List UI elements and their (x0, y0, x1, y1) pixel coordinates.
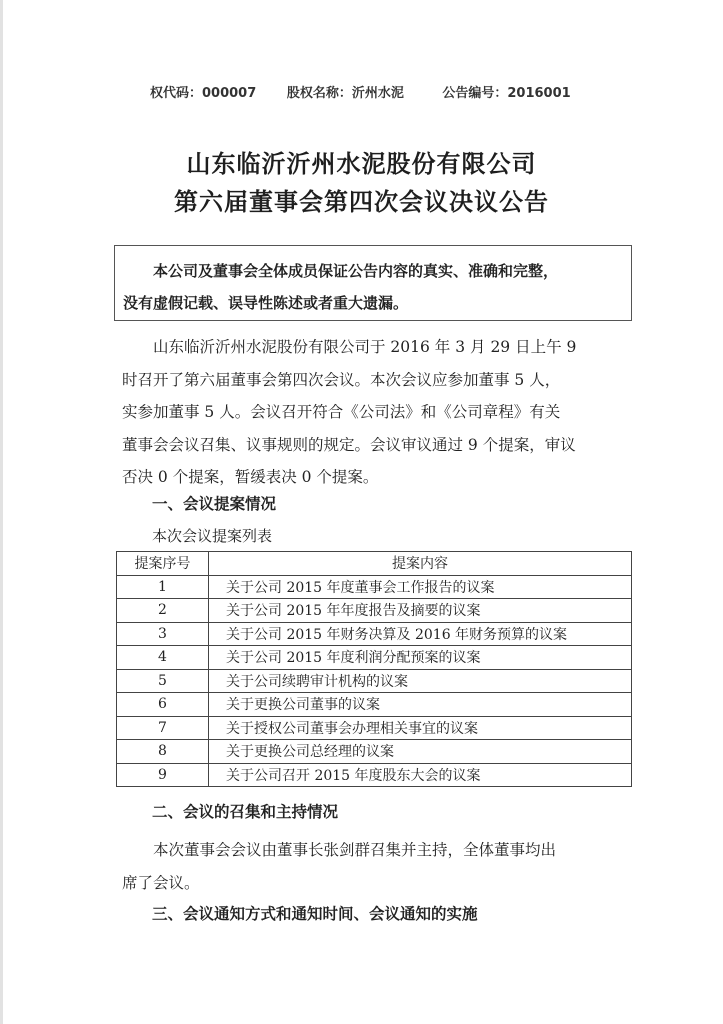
proposal-content: 关于公司 2015 年年度报告及摘要的议案 (209, 599, 632, 623)
proposal-content: 关于公司召开 2015 年度股东大会的议案 (209, 763, 632, 787)
proposal-content: 关于公司 2015 年度利润分配预案的议案 (209, 646, 632, 670)
proposal-number: 6 (117, 693, 209, 717)
proposal-number: 8 (117, 740, 209, 764)
proposal-content: 关于公司续聘审计机构的议案 (209, 669, 632, 693)
equity-name: 股权名称：沂州水泥 (286, 86, 404, 101)
proposal-number: 7 (117, 716, 209, 740)
disclaimer-box (114, 245, 632, 321)
intro-line: 董事会会议召集、议事规则的规定。会议审议通过 9 个提案，审议 (122, 435, 576, 454)
proposal-number: 9 (117, 763, 209, 787)
table-row (117, 646, 632, 670)
column-header-number: 提案序号 (117, 552, 209, 576)
table-row (117, 763, 632, 787)
table-row (117, 575, 632, 599)
proposal-content: 关于公司 2015 年度董事会工作报告的议案 (209, 575, 632, 599)
table-row (117, 622, 632, 646)
disclaimer-line-1: 本公司及董事会全体成员保证公告内容的真实、准确和完整， (153, 262, 559, 280)
document-title-company: 山东临沂沂州水泥股份有限公司 (186, 149, 537, 178)
proposal-number: 1 (117, 575, 209, 599)
convening-line: 席了会议。 (122, 873, 200, 892)
intro-line: 山东临沂沂州水泥股份有限公司于 2016 年 3 月 29 日上午 9 (122, 338, 577, 356)
table-caption: 本次会议提案列表 (152, 527, 273, 545)
intro-line: 否决 0 个提案，暂缓表决 0 个提案。 (122, 468, 379, 486)
table-row (117, 740, 632, 764)
announcement-number: 公告编号：2016001 (442, 86, 571, 101)
section-heading-convening: 二、会议的召集和主持情况 (152, 803, 339, 821)
intro-paragraph (122, 331, 632, 494)
proposal-content: 关于更换公司总经理的议案 (209, 740, 632, 764)
section-heading-proposals: 一、会议提案情况 (152, 495, 277, 513)
proposal-number: 3 (117, 622, 209, 646)
intro-line: 时召开了第六届董事会第四次会议。本次会议应参加董事 5 人， (122, 370, 561, 389)
table-row (117, 669, 632, 693)
convening-line: 本次董事会会议由董事长张剑群召集并主持，全体董事均出 (122, 841, 557, 859)
table-row (117, 599, 632, 623)
table-row (117, 693, 632, 717)
document-title-meeting: 第六届董事会第四次会议决议公告 (174, 187, 549, 216)
column-header-content: 提案内容 (209, 552, 632, 576)
proposal-content: 关于更换公司董事的议案 (209, 693, 632, 717)
proposal-number: 2 (117, 599, 209, 623)
proposal-content: 关于授权公司董事会办理相关事宜的议案 (209, 716, 632, 740)
proposal-number: 5 (117, 669, 209, 693)
disclaimer-line-2: 没有虚假记载、误导性陈述或者重大遗漏。 (123, 294, 409, 312)
proposal-content: 关于公司 2015 年财务决算及 2016 年财务预算的议案 (209, 622, 632, 646)
document-header (150, 82, 610, 101)
equity-code: 权代码：000007 (150, 86, 257, 101)
intro-line: 实参加董事 5 人。会议召开符合《公司法》和《公司章程》有关 (122, 403, 561, 421)
proposal-table (116, 551, 632, 787)
proposal-number: 4 (117, 646, 209, 670)
convening-paragraph (122, 834, 632, 899)
section-heading-notification: 三、会议通知方式和通知时间、会议通知的实施 (152, 905, 478, 923)
table-header-row (117, 552, 632, 576)
table-row (117, 716, 632, 740)
